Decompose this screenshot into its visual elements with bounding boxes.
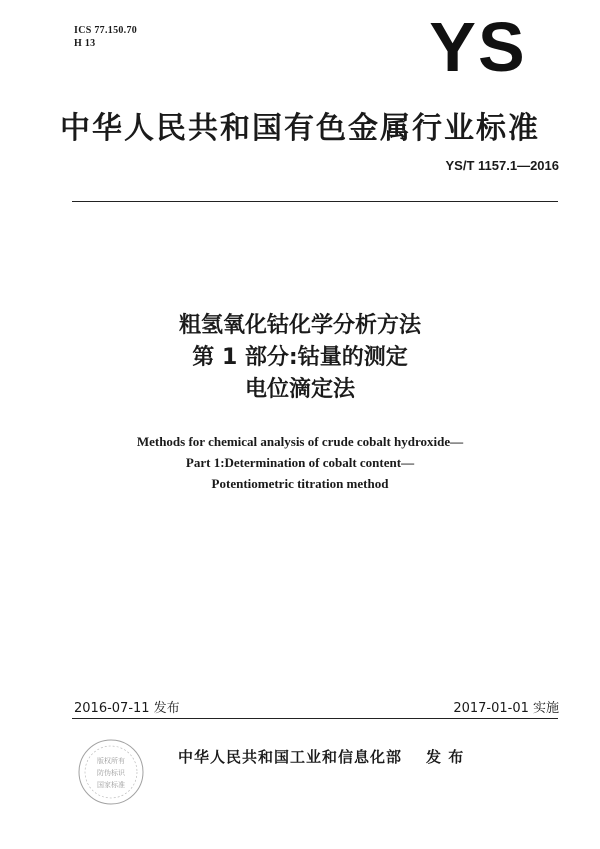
cn-title-line-2: 第 1 部分:钴量的测定: [192, 345, 408, 370]
cn-title-line-1: 粗氢氧化钴化学分析方法: [178, 313, 421, 338]
english-title-block: [0, 431, 600, 494]
stamp-line-1: 版权所有: [97, 757, 125, 765]
top-divider: [72, 201, 558, 202]
bottom-divider: [72, 718, 558, 719]
ys-logo-text: YS: [429, 16, 527, 76]
stamp-line-2: 防伪标识: [97, 769, 125, 777]
standard-number: YS/T 1157.1—2016: [445, 158, 559, 173]
en-title-line-1: Methods for chemical analysis of crude cobalt hydroxide—: [136, 434, 464, 449]
chinese-title-block: [0, 310, 600, 406]
implementation-date: 2017-01-01 实施: [453, 701, 559, 716]
issuing-authority: [178, 746, 464, 767]
stamp-line-3: 国家标准: [97, 781, 125, 789]
ccs-code: H 13: [74, 38, 96, 49]
issue-word: 发 布: [426, 748, 465, 766]
en-title-line-3: Potentiometric titration method: [211, 476, 389, 491]
classification-codes: [74, 24, 137, 50]
industry-standard-title: 中华人民共和国有色金属行业标准: [60, 111, 540, 146]
ys-logo: [418, 16, 538, 76]
cn-title-line-3: 电位滴定法: [244, 377, 355, 402]
issue-date: 2016-07-11 发布: [74, 701, 180, 716]
ics-code: ICS 77.150.70: [74, 25, 138, 36]
issuer-name: 中华人民共和国工业和信息化部: [178, 748, 403, 766]
en-title-line-2: Part 1:Determination of cobalt content—: [185, 455, 415, 470]
anti-counterfeit-stamp-icon: [76, 737, 146, 807]
